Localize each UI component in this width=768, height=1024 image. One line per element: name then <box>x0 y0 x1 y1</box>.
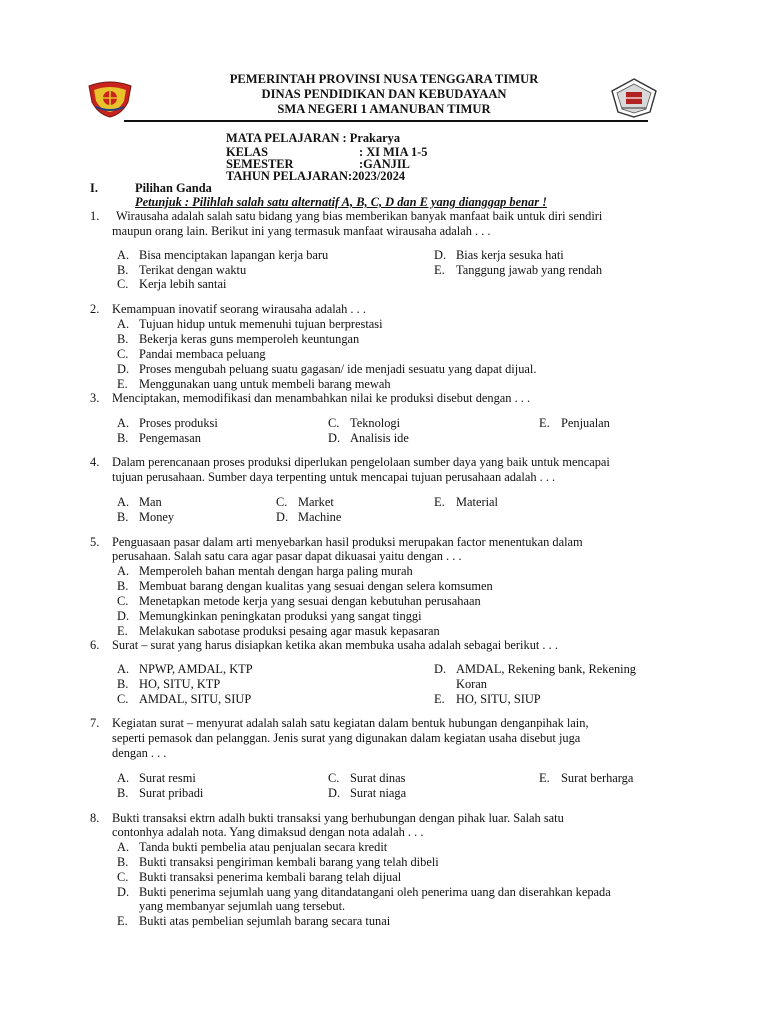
header-department: DINAS PENDIDIKAN DAN KEBUDAYAAN <box>261 87 507 101</box>
question-text: seperti pemasok dan pelanggan. Jenis surat yang digunakan dalam kegiatan usaha disebut juga <box>112 731 581 745</box>
option-a[interactable]: A. Tanda bukti pembelia atau penjualan secara kredit <box>117 840 388 854</box>
option-d[interactable]: D. Proses mengubah peluang suatu gagasan/ ide menjadi sesuatu yang dapat dijual. <box>117 362 537 376</box>
question-number: 1. <box>90 209 100 223</box>
option-a[interactable]: A. Tujuan hidup untuk memenuhi tujuan berprestasi <box>117 317 383 331</box>
option-b[interactable]: B. Money <box>117 510 175 524</box>
question-number: 5. <box>90 535 100 549</box>
question-text: Surat – surat yang harus disiapkan ketika akan membuka usaha adalah sebagai berikut . . . <box>112 638 558 652</box>
question-number: 6. <box>90 638 100 652</box>
option-b[interactable]: B. Pengemasan <box>117 431 201 445</box>
option-c[interactable]: C. Market <box>276 495 334 509</box>
option-d-continuation: yang membanyar sejumlah uang tersebut. <box>139 899 346 913</box>
question-text: perusahaan. Salah satu cara agar pasar dapat dikuasai yaitu dengan . . . <box>112 549 462 563</box>
option-a[interactable]: A. Surat resmi <box>117 771 196 785</box>
question-text: Kemampuan inovatif seorang wirausaha adalah . . . <box>112 302 366 316</box>
option-e[interactable]: E. Bukti atas pembelian sejumlah barang secara tunai <box>117 914 391 928</box>
option-e[interactable]: E. Penjualan <box>539 416 610 430</box>
option-d[interactable]: D. Bukti penerima sejumlah uang yang ditandatangani oleh penerima uang dan diserahkan kepada <box>117 885 611 899</box>
option-e[interactable]: E. Material <box>434 495 498 509</box>
option-a[interactable]: A. Bisa menciptakan lapangan kerja baru <box>117 248 329 262</box>
instruction: Petunjuk : Pilihlah salah satu alternatif A, B, C, D dan E yang dianggap benar ! <box>135 195 547 209</box>
option-b[interactable]: B. HO, SITU, KTP <box>117 677 221 691</box>
header-divider <box>124 120 648 122</box>
question-text: Dalam perencanaan proses produksi diperlukan pengelolaan sumber daya yang baik untuk mencapai <box>112 455 610 469</box>
option-c[interactable]: C. Kerja lebih santai <box>117 277 227 291</box>
option-b[interactable]: B. Membuat barang dengan kualitas yang sesuai dengan selera komsumen <box>117 579 493 593</box>
question-text: Bukti transaksi ektrn adalh bukti transaksi yang berhubungan dengan pihak luar. Salah satu <box>112 811 564 825</box>
subject-line: MATA PELAJARAN : Prakarya <box>226 131 401 145</box>
question-number: 2. <box>90 302 100 316</box>
option-b[interactable]: B. Terikat dengan waktu <box>117 263 247 277</box>
question-number: 3. <box>90 391 100 405</box>
option-c[interactable]: C. Pandai membaca peluang <box>117 347 266 361</box>
question-text: dengan . . . <box>112 746 167 760</box>
question-text: contonhya adalah nota. Yang dimaksud dengan nota adalah . . . <box>112 825 424 839</box>
question-text: Menciptakan, memodifikasi dan menambahkan nilai ke produksi disebut dengan . . . <box>112 391 531 405</box>
option-d[interactable]: D. Bias kerja sesuka hati <box>434 248 564 262</box>
section-number: I. <box>90 181 98 195</box>
option-e[interactable]: E. Melakukan sabotase produksi pesaing agar masuk kepasaran <box>117 624 440 638</box>
section-title: Pilihan Ganda <box>135 181 212 195</box>
option-e[interactable]: E. Surat berharga <box>539 771 634 785</box>
option-c[interactable]: C. AMDAL, SITU, SIUP <box>117 692 252 706</box>
semester-value: :GANJIL <box>359 157 410 171</box>
header-school: SMA NEGERI 1 AMANUBAN TIMUR <box>277 102 491 116</box>
question-text: maupun orang lain. Berikut ini yang termasuk manfaat wirausaha adalah . . . <box>112 224 491 238</box>
option-a[interactable]: A. Proses produksi <box>117 416 218 430</box>
question-text: tujuan perusahaan. Sumber daya terpenting untuk mencapai tujuan perusahaan adalah . . . <box>112 470 556 484</box>
option-b[interactable]: B. Bekerja keras guns memperoleh keuntungan <box>117 332 360 346</box>
semester-label: SEMESTER <box>226 157 294 171</box>
question-text: Wirausaha adalah salah satu bidang yang bias memberikan banyak manfaat baik untuk diri sendiri <box>116 209 603 223</box>
question-text: Kegiatan surat – menyurat adalah salah satu kegiatan dalam bentuk hubungan denganpihak lain, <box>112 716 589 730</box>
question-number: 7. <box>90 716 100 730</box>
option-d-continuation: Koran <box>456 677 487 691</box>
academic-year: TAHUN PELAJARAN:2023/2024 <box>226 169 406 183</box>
option-d[interactable]: D. Memungkinkan peningkatan produksi yang sangat tinggi <box>117 609 422 623</box>
option-a[interactable]: A. Man <box>117 495 162 509</box>
option-a[interactable]: A. Memperoleh bahan mentah dengan harga paling murah <box>117 564 413 578</box>
option-b[interactable]: B. Surat pribadi <box>117 786 204 800</box>
option-d[interactable]: D. AMDAL, Rekening bank, Rekening <box>434 662 636 676</box>
option-e[interactable]: E. Menggunakan uang untuk membeli barang mewah <box>117 377 391 391</box>
option-e[interactable]: E. Tanggung jawab yang rendah <box>434 263 603 277</box>
option-b[interactable]: B. Bukti transaksi pengiriman kembali barang yang telah dibeli <box>117 855 439 869</box>
option-e[interactable]: E. HO, SITU, SIUP <box>434 692 541 706</box>
option-c[interactable]: C. Surat dinas <box>328 771 406 785</box>
question-number: 8. <box>90 811 100 825</box>
option-d[interactable]: D. Surat niaga <box>328 786 407 800</box>
question-number: 4. <box>90 455 100 469</box>
option-d[interactable]: D. Machine <box>276 510 342 524</box>
option-c[interactable]: C. Teknologi <box>328 416 401 430</box>
class-value: : XI MIA 1-5 <box>359 145 428 159</box>
option-c[interactable]: C. Menetapkan metode kerja yang sesuai dengan kebutuhan perusahaan <box>117 594 481 608</box>
class-label: KELAS <box>226 145 269 159</box>
question-text: Penguasaan pasar dalam arti menyebarkan hasil produksi merupakan factor menentukan dalam <box>112 535 583 549</box>
option-c[interactable]: C. Bukti transaksi penerima kembali barang telah dijual <box>117 870 402 884</box>
option-d[interactable]: D. Analisis ide <box>328 431 409 445</box>
header-government: PEMERINTAH PROVINSI NUSA TENGGARA TIMUR <box>229 72 539 86</box>
option-a[interactable]: A. NPWP, AMDAL, KTP <box>117 662 253 676</box>
